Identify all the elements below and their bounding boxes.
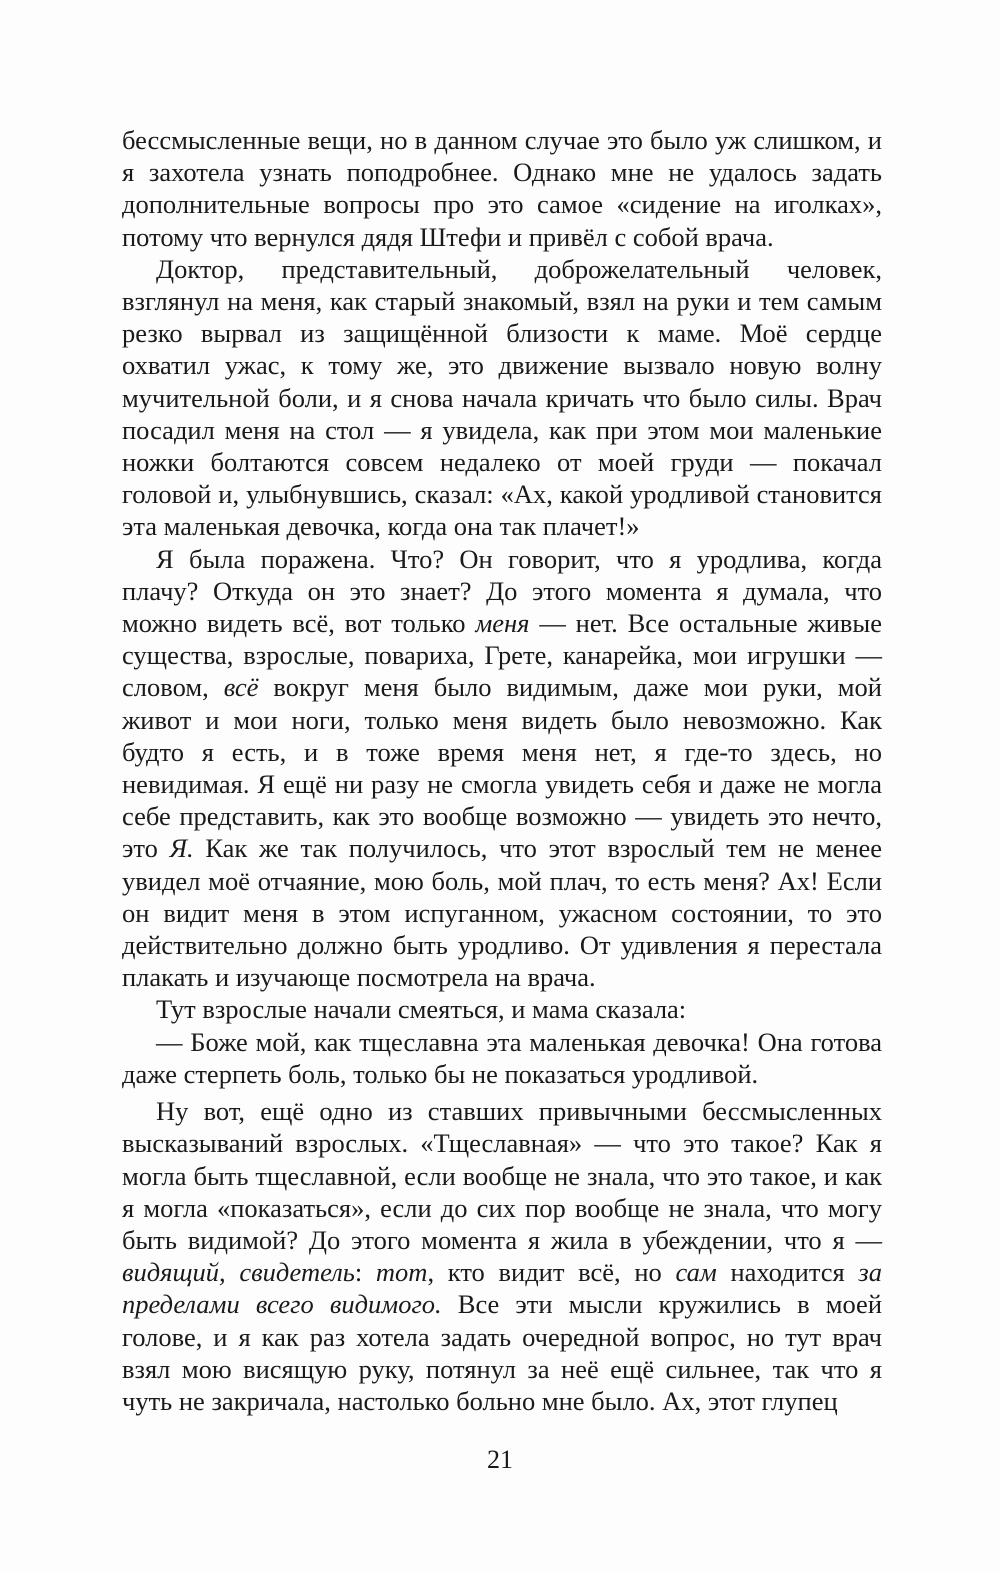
italic-text: тот bbox=[375, 1257, 428, 1288]
paragraph bbox=[122, 543, 882, 994]
italic-text: Я. bbox=[169, 833, 194, 864]
italic-text: видящий, свидетель bbox=[122, 1257, 355, 1288]
paragraph bbox=[122, 253, 882, 543]
text-run: Доктор, представительный, доброжелательный человек, взглянул на меня, как старый знакомый, взял на руки и тем самым резко вырвал из защищённой близости к маме. Моё сердце охватил ужас, к тому же, это движение вызвало новую волну мучительной боли, и я снова начала кричать что было силы. Врач посадил меня на стол — я увидела, как при этом мои маленькие ножки болтаются совсем недалеко от моей груди — покачал головой и, улыбнувшись, сказал: «Ах, какой уродливой становится эта маленькая девочка, когда она так плачет!» bbox=[122, 253, 882, 542]
paragraph bbox=[122, 124, 882, 253]
text-run: — нет. Все остальные живые существа, взрослые, повариха, Грете, канарейка, мои игрушки — словом, bbox=[122, 608, 882, 703]
text-run: Тут взрослые начали смеяться, и мама сказала: bbox=[156, 994, 687, 1025]
italic-text: всё bbox=[223, 672, 259, 703]
text-run: Все эти мысли кружились в моей голове, и я как раз хотела задать очередной вопрос, но тут врач взял мою висящую руку, потянул за неё ещё сильнее, так что я чуть не закричала, настолько больно мне было. Ах, этот глупец bbox=[122, 1289, 882, 1416]
body-text bbox=[122, 124, 882, 1417]
paragraph bbox=[122, 1026, 882, 1090]
text-run: Как же так получилось, что этот взрослый тем не менее увидел моё отчаяние, мою боль, мой плач, то есть меня? Ах! Если он видит меня в этом испуганном, ужасном состоянии, то это действительно должно быть уродливо. От удивления я перестала плакать и изучающе посмотрела на врача. bbox=[122, 833, 882, 993]
text-run: : bbox=[354, 1257, 376, 1288]
text-run: — Боже мой, как тщеславна эта маленькая девочка! Она готова даже стерпеть боль, только бы не показаться уродливой. bbox=[122, 1026, 882, 1089]
text-run: вокруг меня было видимым, даже мои руки, мой живот и мои ноги, только меня видеть было невозможно. Как будто я есть, и в тоже время меня нет, я где-то здесь, но невидимая. Я ещё ни разу не смогла увидеть себя и даже не могла себе представить, как это вообще возможно — увидеть это нечто, это bbox=[122, 672, 882, 864]
italic-text: за пределами всего видимого. bbox=[122, 1257, 882, 1320]
page-number: 21 bbox=[487, 1445, 513, 1474]
paragraph bbox=[122, 993, 882, 1025]
text-run: Я была поражена. Что? Он говорит, что я уродлива, когда плачу? Откуда он это знает? До этого момента я думала, что можно видеть всё, вот только bbox=[122, 543, 882, 639]
italic-text: меня bbox=[475, 608, 530, 639]
italic-text: сам bbox=[675, 1257, 717, 1288]
text-run: бессмысленные вещи, но в данном случае это было уж слишком, и я захотела узнать поподробнее. Однако мне не удалось задать дополнительные вопросы про это самое «сидение на иголках», потому что вернулся дядя Штефи и привёл с собой врача. bbox=[122, 125, 882, 252]
text-run: Ну вот, ещё одно из ставших привычными бессмысленных высказываний взрослых. «Тщеславная» — что это такое? Как я могла быть тщеславной, если вообще не знала, что это такое, и как я могла «показаться», если до сих пор вообще не знала, что могу быть видимой? До этого момента я жила в убеждении, что я — bbox=[122, 1096, 882, 1255]
text-run: находится bbox=[716, 1257, 859, 1288]
paragraph bbox=[122, 1095, 882, 1417]
text-run: , кто видит всё, но bbox=[427, 1257, 676, 1288]
